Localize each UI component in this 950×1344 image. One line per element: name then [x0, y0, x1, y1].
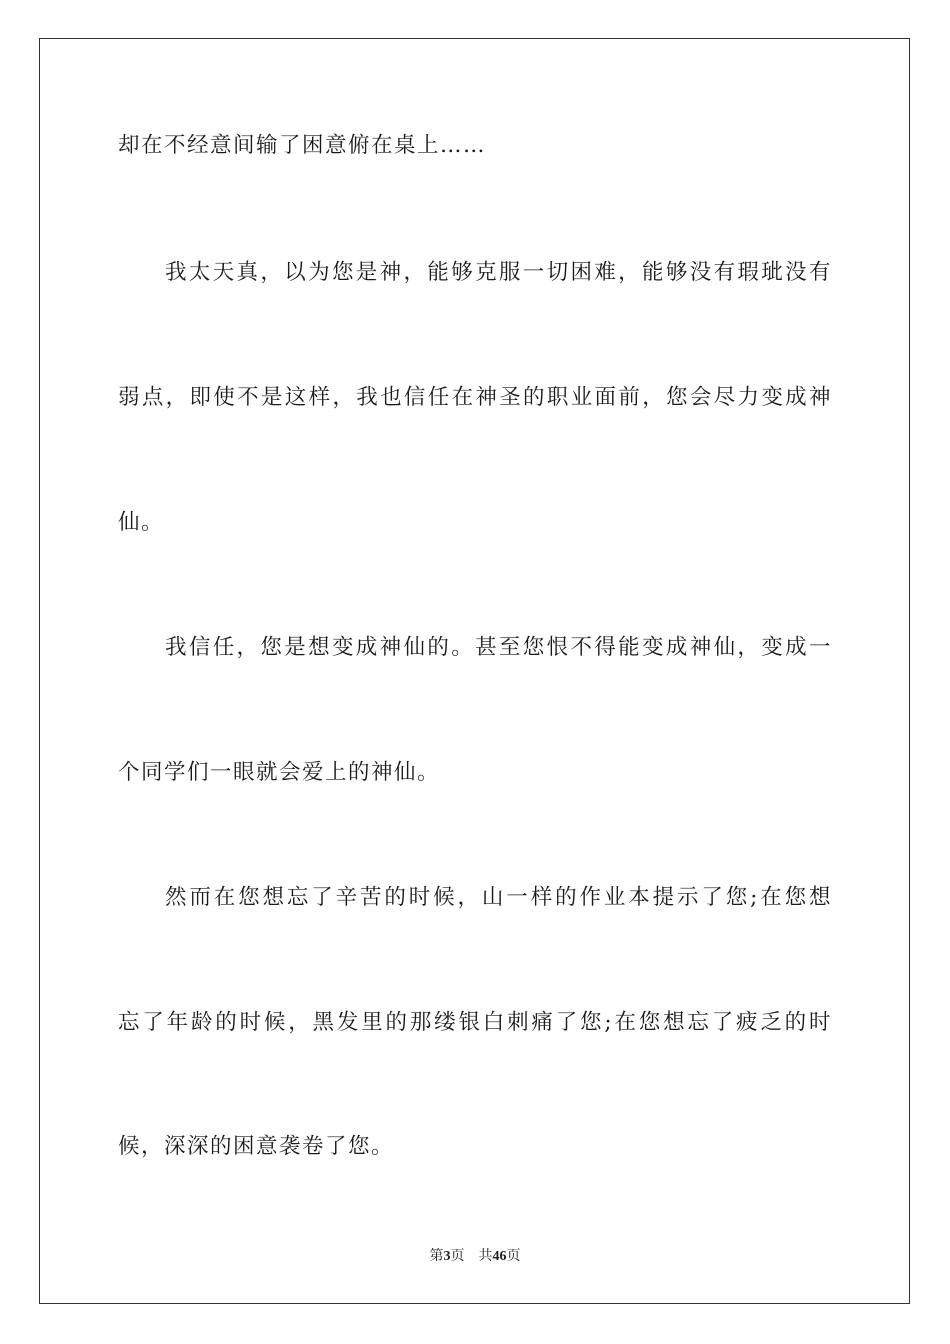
- text-line-6: 个同学们一眼就会爱上的神仙。: [118, 760, 441, 785]
- total-suffix: 页: [506, 1248, 521, 1264]
- text-line-9: 候，深深的困意袭卷了您。: [118, 1134, 395, 1159]
- page-suffix: 页: [450, 1248, 465, 1264]
- total-pages: 46: [492, 1249, 507, 1264]
- text-line-1: 却在不经意间输了困意俯在桌上……: [118, 133, 487, 158]
- text-line-4: 仙。: [118, 510, 165, 535]
- text-line-2: 我太天真，以为您是神，能够克服一切困难，能够没有瑕玼没有: [165, 260, 832, 285]
- text-line-5: 我信任，您是想变成神仙的。甚至您恨不得能变成神仙，变成一: [165, 635, 832, 660]
- page-footer: [0, 1246, 950, 1267]
- text-line-7: 然而在您想忘了辛苦的时候，山一样的作业本提示了您;在您想: [165, 885, 832, 910]
- total-prefix: 共: [478, 1248, 493, 1264]
- page-prefix: 第: [429, 1248, 444, 1264]
- text-line-3: 弱点，即使不是这样，我也信任在神圣的职业面前，您会尽力变成神: [118, 385, 832, 410]
- text-line-8: 忘了年龄的时候，黑发里的那缕银白刺痛了您;在您想忘了疲乏的时: [118, 1010, 832, 1035]
- page-border: [39, 38, 910, 1304]
- page-number: 3: [443, 1249, 451, 1264]
